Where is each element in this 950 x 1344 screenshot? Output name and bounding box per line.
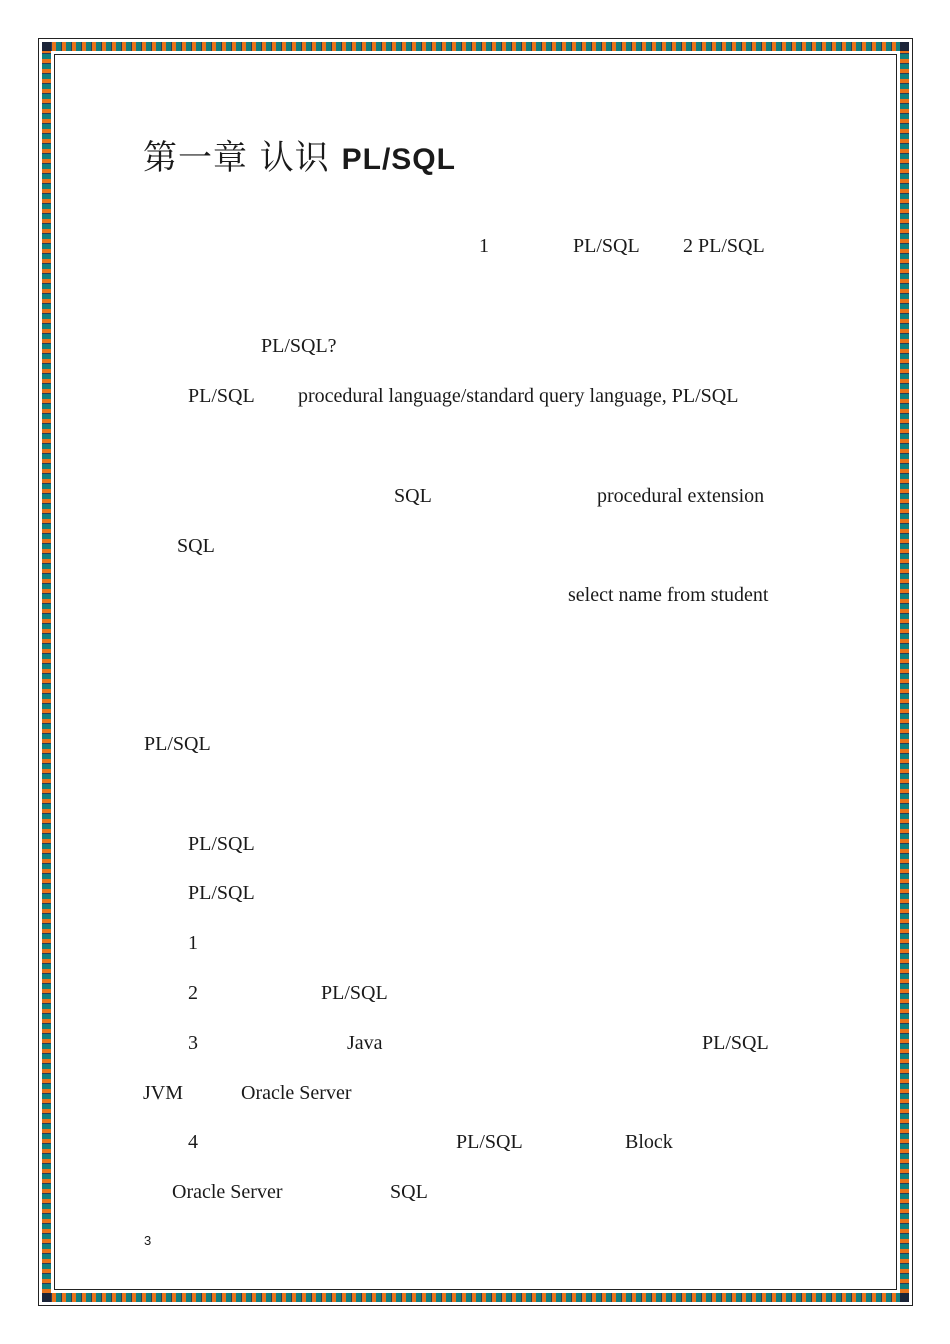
- text-fragment: 2 PL/SQL: [683, 235, 765, 257]
- text-fragment: JVM: [143, 1082, 184, 1104]
- text-fragment: 4: [188, 1131, 198, 1153]
- decorative-border-right: [900, 51, 909, 1293]
- decorative-border-bottom: [42, 1293, 909, 1302]
- text-fragment: PL/SQL?: [261, 335, 337, 357]
- text-fragment: PL/SQL: [188, 385, 255, 407]
- heading-cjk: 第一章 认识: [143, 138, 342, 178]
- page-number: 3: [144, 1233, 152, 1248]
- text-fragment: SQL: [394, 485, 432, 507]
- text-fragment: SQL: [177, 535, 215, 557]
- text-fragment: PL/SQL: [188, 882, 255, 904]
- text-fragment: PL/SQL: [144, 733, 211, 755]
- heading-latin: PL/SQL: [341, 143, 456, 176]
- text-fragment: 3: [188, 1032, 198, 1054]
- text-fragment: procedural extension: [597, 485, 765, 507]
- text-fragment: PL/SQL: [321, 982, 388, 1004]
- text-fragment: PL/SQL: [456, 1131, 523, 1153]
- text-fragment: Block: [625, 1131, 673, 1153]
- text-fragment: 1: [188, 932, 198, 954]
- text-fragment: select name from student: [568, 584, 769, 606]
- text-fragment: Oracle Server: [172, 1181, 283, 1203]
- border-corner-top-right: [900, 42, 909, 51]
- text-fragment: SQL: [390, 1181, 428, 1203]
- text-fragment: Oracle Server: [241, 1082, 352, 1104]
- text-fragment: PL/SQL: [702, 1032, 769, 1054]
- border-corner-bottom-right: [900, 1293, 909, 1302]
- chapter-heading: [143, 136, 456, 182]
- text-fragment: Java: [347, 1032, 383, 1054]
- text-fragment: procedural language/standard query language, PL/SQL: [298, 385, 739, 407]
- decorative-border-top: [42, 42, 909, 51]
- border-corner-top-left: [42, 42, 51, 51]
- text-fragment: PL/SQL: [573, 235, 640, 257]
- text-fragment: PL/SQL: [188, 833, 255, 855]
- border-corner-bottom-left: [42, 1293, 51, 1302]
- text-fragment: 1: [479, 235, 489, 257]
- decorative-border-left: [42, 51, 51, 1293]
- text-fragment: 2: [188, 982, 198, 1004]
